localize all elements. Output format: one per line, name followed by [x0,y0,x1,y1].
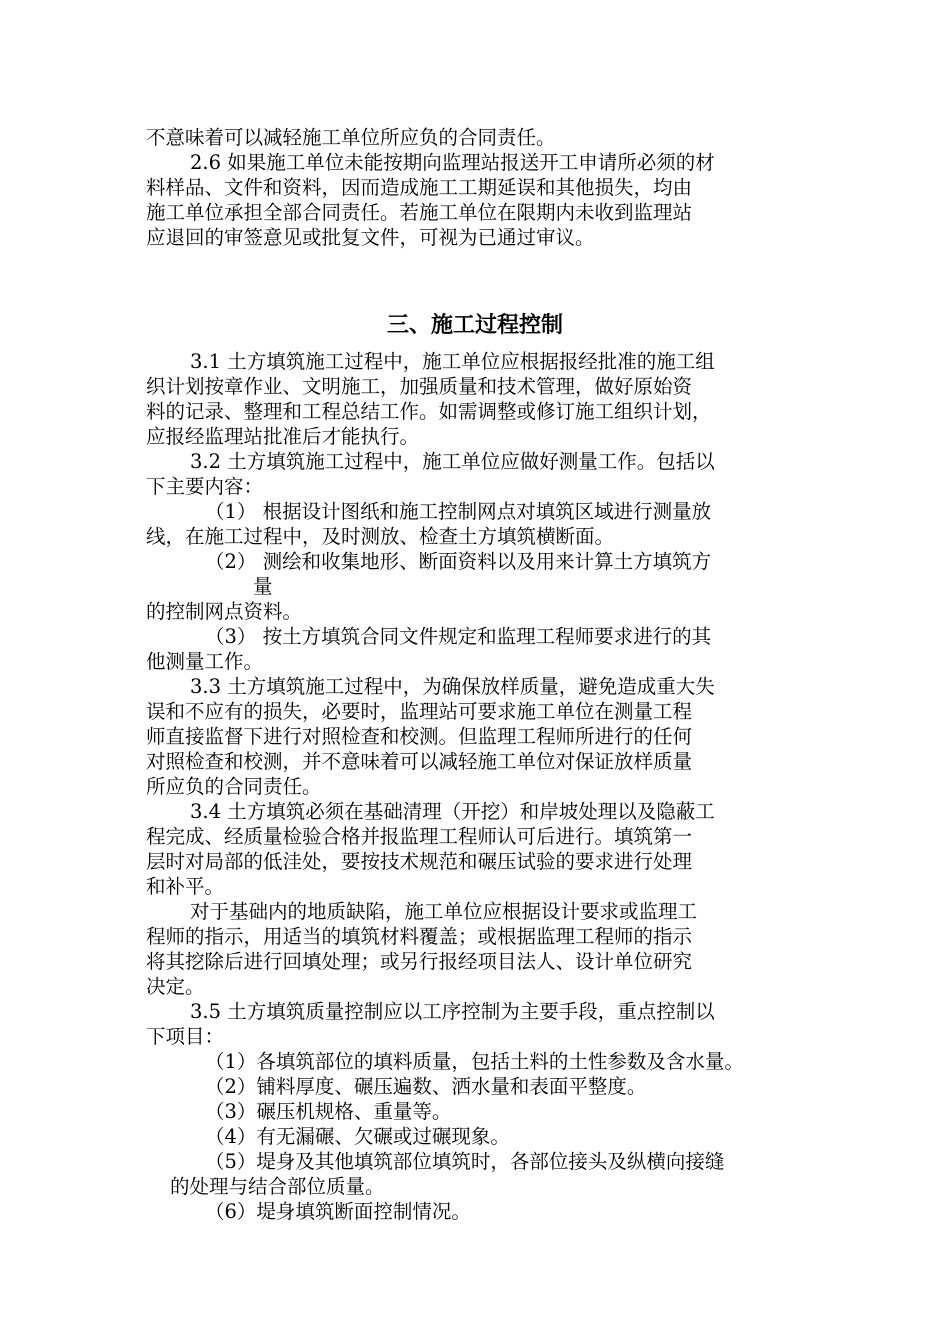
para-3-3-line: 误和不应有的损失，必要时，监理站可要求施工单位在测量工程 [146,700,693,723]
para-2-6-line: 料样品、文件和资料，因而造成施工工期延误和其他损失，均由 [146,176,693,199]
para-3-5-line: 3.5 土方填筑质量控制应以工序控制为主要手段，重点控制以 [190,1000,715,1023]
para-3-2-line: 3.2 土方填筑施工过程中，施工单位应做好测量工作。包括以 [190,450,715,473]
para-3-3-line: 所应负的合同责任。 [146,775,322,798]
control-item-4: （4）有无漏碾、欠碾或过碾现象。 [205,1125,510,1148]
list-item-1-line: 线，在施工过程中，及时测放、检查土方填筑横断面。 [146,525,615,548]
control-item-5-cont: 的处理与结合部位质量。 [170,1175,385,1198]
list-item-1-line: （1） 根据设计图纸和施工控制网点对填筑区域进行测量放 [205,500,712,523]
continuation-line: 不意味着可以减轻施工单位所应负的合同责任。 [146,126,556,149]
control-item-2: （2）铺料厚度、碾压遍数、洒水量和表面平整度。 [205,1075,647,1098]
para-3-4-line: 和补平。 [146,875,225,898]
para-3-4-line: 程完成、经质量检验合格并报监理工程师认可后进行。填筑第一 [146,825,693,848]
list-item-2-line: （2） 测绘和收集地形、断面资料以及用来计算土方填筑方 [205,550,712,573]
control-item-3: （3）碾压机规格、重量等。 [205,1100,452,1123]
para-3-1-line: 3.1 土方填筑施工过程中，施工单位应根据报经批准的施工组 [190,350,715,373]
para-3-3-line: 师直接监督下进行对照检查和校测。但监理工程师所进行的任何 [146,725,693,748]
para-3-1-line: 织计划按章作业、文明施工，加强质量和技术管理，做好原始资 [146,375,693,398]
control-item-1: （1）各填筑部位的填料质量，包括土料的土性参数及含水量。 [205,1050,744,1073]
para-2-6-line: 施工单位承担全部合同责任。若施工单位在限期内未收到监理站 [146,201,693,224]
para-3-4-line: 层时对局部的低洼处，要按技术规范和碾压试验的要求进行处理 [146,850,693,873]
list-item-3-line: 他测量工作。 [146,650,264,673]
para-3-5-line: 下项目： [146,1025,225,1048]
list-item-2-line: 量 [253,575,273,598]
list-item-2-line: 的控制网点资料。 [146,600,303,623]
para-3-1-line: 应报经监理站批准后才能执行。 [146,425,420,448]
para-2-6-line: 2.6 如果施工单位未能按期向监理站报送开工申请所必须的材 [190,151,715,174]
para-3-4b-line: 将其挖除后进行回填处理；或另行报经项目法人、设计单位研究 [146,950,693,973]
para-3-2-line: 下主要内容： [146,475,264,498]
para-3-4-line: 3.4 土方填筑必须在基础清理（开挖）和岸坡处理以及隐蔽工 [190,800,715,823]
list-item-3-line: （3） 按土方填筑合同文件规定和监理工程师要求进行的其 [205,625,712,648]
para-3-3-line: 3.3 土方填筑施工过程中，为确保放样质量，避免造成重大失 [190,675,715,698]
control-item-5: （5）堤身及其他填筑部位填筑时，各部位接头及纵横向接缝 [205,1150,725,1173]
para-2-6-line: 应退回的审签意见或批复文件，可视为已通过审议。 [146,226,595,249]
para-3-1-line: 料的记录、整理和工程总结工作。如需调整或修订施工组织计划， [146,400,712,423]
para-3-3-line: 对照检查和校测，并不意味着可以减轻施工单位对保证放样质量 [146,750,693,773]
para-3-4b-line: 程师的指示，用适当的填筑材料覆盖；或根据监理工程师的指示 [146,925,693,948]
para-3-4b-line: 决定。 [146,975,205,998]
control-item-6: （6）堤身填筑断面控制情况。 [205,1200,471,1223]
section-heading: 三、施工过程控制 [386,312,563,338]
para-3-4b-line: 对于基础内的地质缺陷，施工单位应根据设计要求或监理工 [190,900,698,923]
